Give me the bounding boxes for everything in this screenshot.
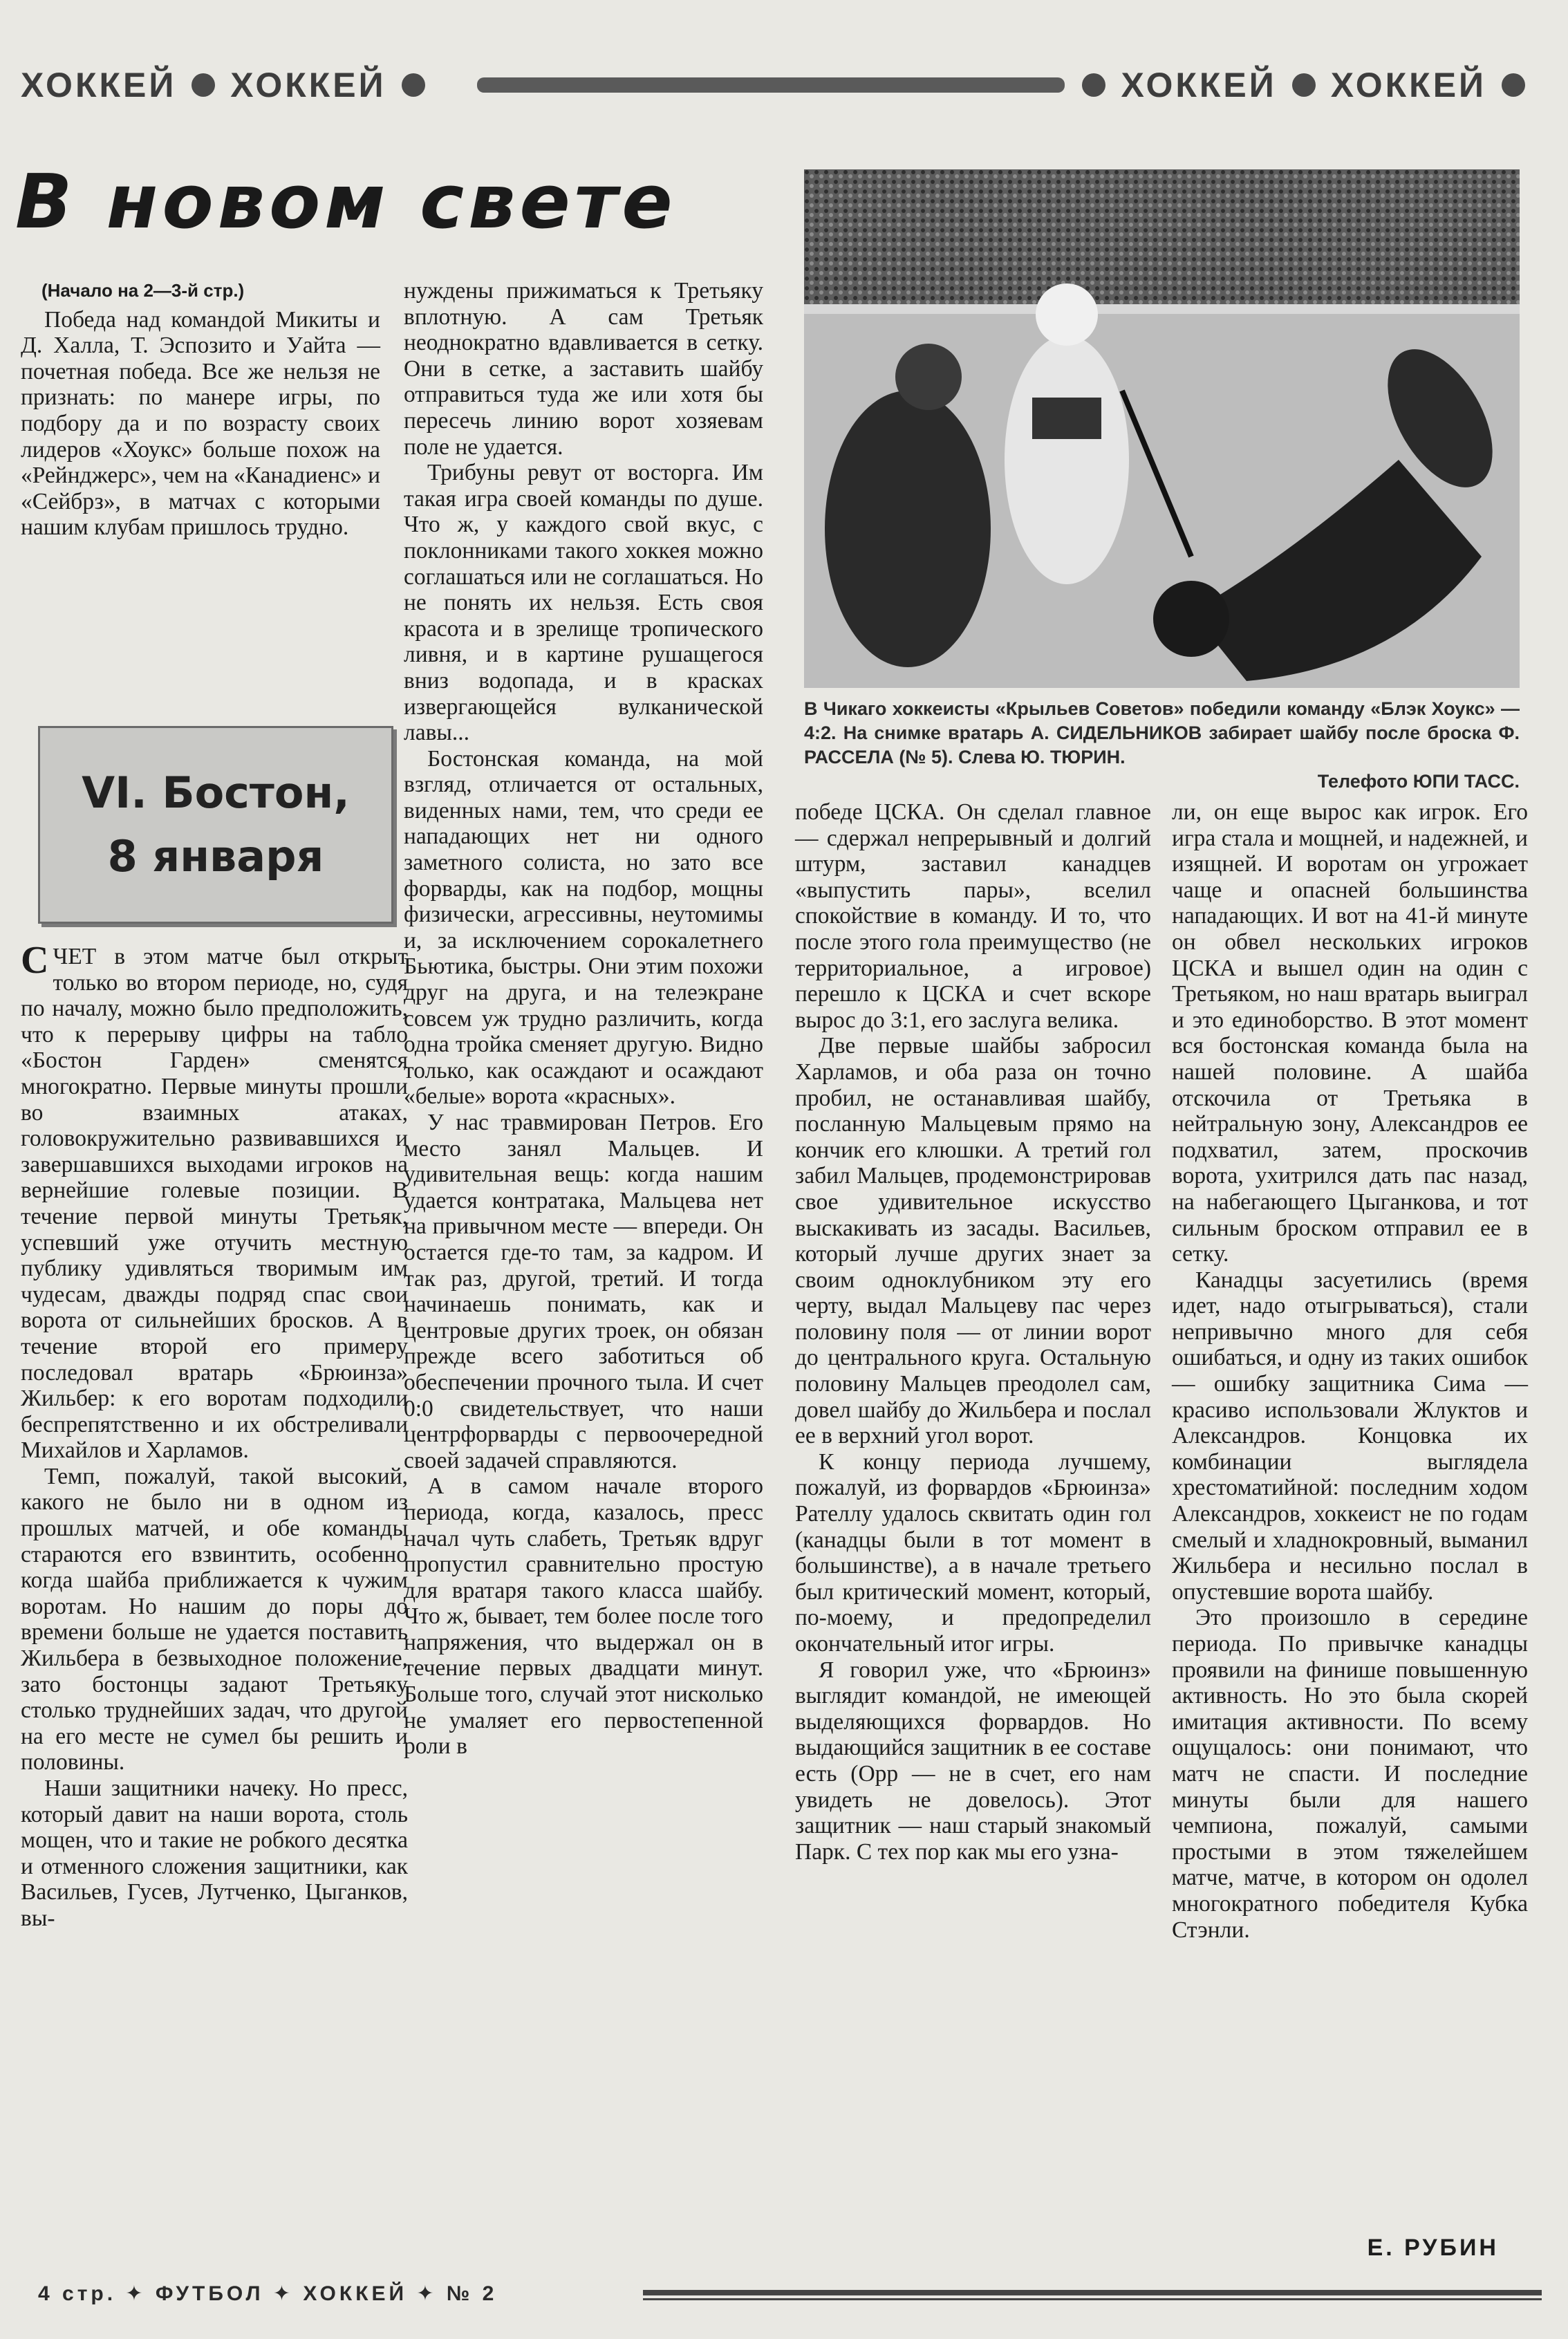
column-2 — [404, 278, 763, 1760]
section-heading-line: VI. Бостон, — [82, 767, 350, 818]
paragraph-text: ЧЕТ в этом матче был открыт только во втором периоде, но, судя по началу, можно было предположить, что к перерыву цифры на табло «Бостон Гарден» сменятся многократно. Первые минуты прошли во взаимных атаках, головокружительно развивавшихся и завершавшихся выходами игроков на вернейшие голевые позиции. В течение первой минуты Третьяк, успевший уже отучить местную публику удивляться творимым им чудесам, дважды подряд спас свои ворота от сильнейших бросков. А в течение второй его примеру последовал вратарь «Брюинза» Жильбер: к его воротам подходили беспрепятственно и их обстреливали Михайлов и Харламов. — [21, 944, 408, 1464]
rubric-word: ХОККЕЙ — [1330, 66, 1486, 104]
footer-rule — [643, 2290, 1542, 2295]
paragraph: Темп, пожалуй, такой высокий, какого не было ни в одном из прошлых матчей, и обе команды стараются его взвинтить, особенно когда шайба приближается к чужим воротам. Но нашим до поры до времени больше не удается поставить Жильбера в безвыходное положение, зато бостонцы задают Третьяку столько труднейших задач, что другой на его месте не сумел бы решить и половины. — [21, 1463, 408, 1776]
paragraph: Я говорил уже, что «Брюинз» выглядит командой, не имеющей выделяющихся форвардов. Но выдающийся защитник в ее составе есть (Орр — не в счет, его нам увидеть не довелось). Этот защитник — наш старый знакомый Парк. С тех пор как мы его узна- — [795, 1657, 1151, 1865]
paragraph: Трибуны ревут от восторга. Им такая игра своей команды по душе. Что ж, у каждого свой вкус, с поклонниками такого хоккея можно соглашаться или не соглашаться. Но не понять их нельзя. Есть своя красота и в зрелище тропического ливня, и в картине рушащегося вниз водопада, и в красках извергающейся вулканической лавы... — [404, 460, 763, 746]
hockey-photo — [804, 169, 1520, 688]
paragraph: Победа над командой Микиты и Д. Халла, Т. Эспозито и Уайта — почетная победа. Все же нельзя не признать: по манере игры, по подбору да и по возрасту своих лидеров «Хоукс» больше похож на «Рейнджерс», чем на «Канадиенс» и «Сейбрз», в матчах с которыми нашим клубам пришлось трудно. — [21, 306, 380, 541]
column-1-bottom — [21, 939, 408, 1932]
paragraph: нуждены прижиматься к Третьяку вплотную. А сам Третьяк неоднократно вдавливается в сетку. Они в сетке, а заставить шайбу отправиться туда же или хотя бы пересечь линию ворот хозяевам поле не удается. — [404, 278, 763, 460]
dropcap: С — [21, 939, 49, 982]
header-rule — [477, 77, 1065, 93]
paragraph: Две первые шайбы забросил Харламов, и оба раза он точно пробил, не останавливая шайбу, посланную Мальцевым прямо на кончик его клюшки. А третий гол забил Мальцев, продемонстрировав свое удивительное искусство выскакивать из засады. Васильев, который лучше других знает за своим одноклубником эту его черту, выдал Мальцеву пас через половину поля — от линии ворот до центрального круга. Остальную половину Мальцев преодолел сам, довел шайбу до Жильбера и послал ее в верхний угол ворот. — [795, 1033, 1151, 1449]
column-3 — [795, 799, 1151, 1865]
section-heading-line: 8 января — [107, 831, 324, 882]
paragraph: Наши защитники начеку. Но пресс, который давит на наши ворота, столь мощен, что и такие не робкого десятка и отменного сложения защитники, как Васильев, Гусев, Лутченко, Цыганков, вы- — [21, 1776, 408, 1931]
rubric-word: ХОККЕЙ — [1121, 66, 1277, 104]
bullet-icon — [192, 73, 215, 97]
column-1-top — [21, 278, 380, 541]
paragraph: А в самом начале второго периода, когда, казалось, пресс начал чуть слабеть, Третьяк вдруг пропустил сравнительно простую для вратаря такого класса шайбу. Что ж, бывает, тем более после того напряжения, что выдержал он в течение первых двадцати минут. Больше того, случай этот нисколько не умаляет его первостепенной роли в — [404, 1473, 763, 1760]
paragraph: Это произошло в середине периода. По привычке канадцы проявили на финише повышенную активность. Но это была скорей имитация активности. По всему ощущалось: они понимают, что матч не спасти. И последние минуты были для нашего чемпиона, пожалуй, самыми простыми в этом тяжелейшем матче, матче, в котором он одолел многократного победителя Кубка Стэнли. — [1172, 1605, 1528, 1943]
bullet-icon — [402, 73, 425, 97]
rubric-right — [1067, 54, 1540, 116]
rubric-word: ХОККЕЙ — [21, 66, 177, 104]
paragraph: У нас травмирован Петров. Его место занял Мальцев. И удивительная вещь: когда нашим удается контратака, Мальцева нет на привычном месте — впереди. Он остается где-то там, за кадром. И так раз, другой, третий. И тогда начинаешь понимать, как и центровые других троек, он обязан прежде всего заботиться об обеспечении прочного тыла. И счет 0:0 свидетельствует, что наши центрфорварды с первоочередной своей задачей справляются. — [404, 1110, 763, 1473]
paragraph: Бостонская команда, на мой взгляд, отличается от остальных, виденных нами, тем, что среди ее нападающих нет ни одного заметного солиста, но зато все форварды, как на подбор, мощны физически, агрессивны, неутомимы и, за исключением сорокалетнего Бьютика, быстры. Они этим похожи друг на друга, и на телеэкране совсем уж трудно различить, когда одна тройка сменяет другую. Видно только, как осаждают и осаждают «белые» ворота «красных». — [404, 745, 763, 1110]
footer-rule-thin — [643, 2298, 1542, 2300]
section-heading-box — [38, 726, 393, 924]
bullet-icon — [1292, 73, 1316, 97]
paragraph: ли, он еще вырос как игрок. Его игра стала и мощней, и надежней, и изящней. И воротам он угрожает чаще и опасней большинства нападающих. И вот на 41-й минуте он обвел нескольких игроков ЦСКА и вышел один на один с Третьяком, но наш вратарь выиграл и это единоборство. В этот момент вся бостонская команда была на нашей половине. А шайба отскочила от Третьяка в нейтральную зону, Александров ее подхватил, затем, проскочив ворота, ухитрился дать пас назад, на набегающего Цыганкова, и тот сильным броском отправил ее в сетку. — [1172, 799, 1528, 1267]
rubric-left — [21, 54, 440, 116]
rubric-word: ХОККЕЙ — [230, 66, 386, 104]
bullet-icon — [1082, 73, 1105, 97]
hockey-photo-image — [804, 169, 1520, 688]
page-footer: 4 стр. ✦ ФУТБОЛ ✦ ХОККЕЙ ✦ № 2 — [38, 2282, 498, 2305]
photo-caption-text: В Чикаго хоккеисты «Крыльев Советов» победили команду «Блэк Хоукс» — 4:2. На снимке вратарь А. СИДЕЛЬНИКОВ забирает шайбу после броска Ф. РАССЕЛА (№ 5). Слева Ю. ТЮРИН. — [804, 698, 1520, 767]
photo-caption — [804, 697, 1520, 794]
paragraph: Канадцы засуетились (время идет, надо отыгрываться), стали непривычно много для себя ошибаться, и одну из таких ошибок — ошибку защитника Сима — красиво использовали Жлуктов и Александров. Концовка их комбинации выглядела хрестоматийной: последним ходом Александров, хоккеист не по годам смелый и хладнокровный, выманил Жильбера и несильно послал в опустевшие ворота шайбу. — [1172, 1267, 1528, 1605]
article-headline: В новом свете — [15, 159, 677, 245]
author-signature: Е. РУБИН — [1367, 2235, 1499, 2261]
bullet-icon — [1502, 73, 1525, 97]
column-4 — [1172, 799, 1528, 1943]
paragraph-with-dropcap — [21, 939, 408, 1464]
paragraph: победе ЦСКА. Он сделал главное — сдержал непрерывный и долгий штурм, заставил канадцев «выпустить пары», вселил спокойствие в команду. И то, что после этого гола преимущество (не территориальное, а игровое) перешло к ЦСКА и счет вскоре вырос до 3:1, его заслуга велика. — [795, 799, 1151, 1033]
continuation-note: (Начало на 2—3-й стр.) — [41, 280, 245, 301]
paragraph: К концу периода лучшему, пожалуй, из форвардов «Брюинза» Рателлу удалось сквитать один гол (канадцы были в тот момент в большинстве), а в начале третьего был критический момент, который, по-моему, и предопределил окончательный итог игры. — [795, 1448, 1151, 1657]
photo-credit: Телефото ЮПИ ТАСС. — [1317, 771, 1520, 792]
